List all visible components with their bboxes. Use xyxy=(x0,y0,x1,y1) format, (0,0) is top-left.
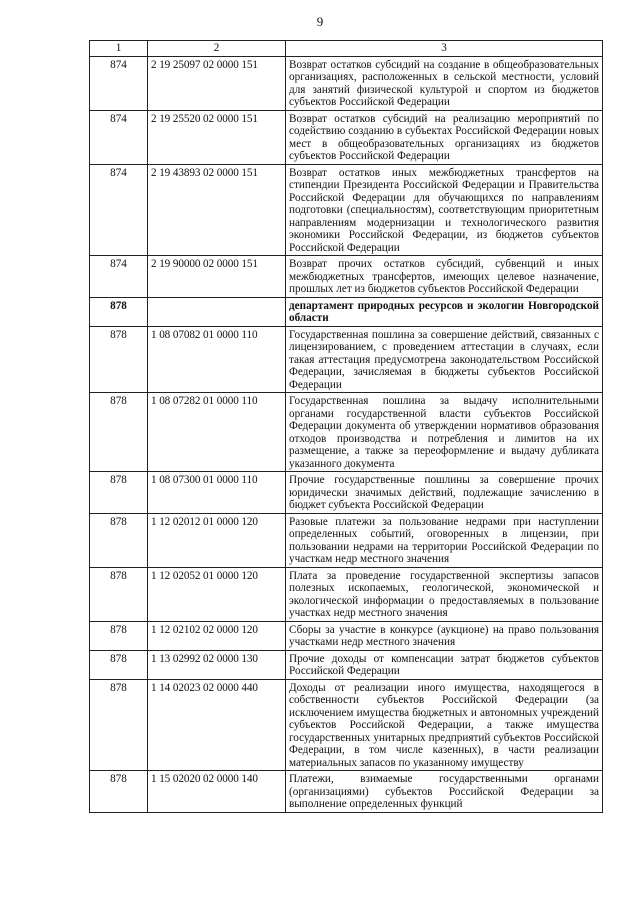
table-row xyxy=(90,567,603,621)
admin-code-cell: 878 xyxy=(90,621,148,650)
table-row xyxy=(90,110,603,164)
table-row xyxy=(90,650,603,679)
budget-code-cell xyxy=(148,297,286,326)
revenue-name-cell: Прочие доходы от компенсации затрат бюджетов субъектов Российской Федерации xyxy=(286,650,603,679)
table-row xyxy=(90,56,603,110)
table-body xyxy=(90,56,603,812)
budget-code-cell: 2 19 43893 02 0000 151 xyxy=(148,164,286,256)
table-row xyxy=(90,326,603,393)
revenue-name-cell: Плата за проведение государственной экспертизы запасов полезных ископаемых, геологической, экономической и экологической информации о предоставляемых в пользование участках недр местного значения xyxy=(286,567,603,621)
table-row xyxy=(90,771,603,813)
budget-code-cell: 2 19 25520 02 0000 151 xyxy=(148,110,286,164)
revenue-name-cell: Прочие государственные пошлины за совершение прочих юридически значимых действий, подлежащие зачислению в бюджет субъекта Российской Федерации xyxy=(286,472,603,514)
admin-code-cell: 878 xyxy=(90,679,148,771)
revenue-name-cell: Возврат остатков иных межбюджетных трансфертов на стипендии Президента Российской Федерации и Правительства Российской Федерации для обучающихся по направлениям подготовки (специальностям), соответствующим приоритетным направлениям модернизации и технологического развития экономики Российской Федерации, из бюджетов субъектов Российской Федерации xyxy=(286,164,603,256)
revenue-classification-table xyxy=(89,40,603,813)
revenue-name-cell: Государственная пошлина за выдачу исполнительными органами государственной власти субъектов Российской Федерации документа об утверждении нормативов образования отходов производства и потребления и лимитов на их размещение, а также за переоформление и выдачу дубликата указанного документа xyxy=(286,393,603,472)
column-header-1: 1 xyxy=(90,41,148,57)
table-header-row xyxy=(90,41,603,57)
revenue-name-cell: Государственная пошлина за совершение действий, связанных с лицензированием, с проведением аттестации в случаях, если такая аттестация предусмотрена законодательством Российской Федерации, зачисляемая в бюджеты субъектов Российской Федерации xyxy=(286,326,603,393)
table-row xyxy=(90,393,603,472)
table-row xyxy=(90,472,603,514)
budget-code-cell: 1 08 07282 01 0000 110 xyxy=(148,393,286,472)
budget-code-cell: 1 12 02012 01 0000 120 xyxy=(148,513,286,567)
revenue-name-cell: Доходы от реализации иного имущества, находящегося в собственности субъектов Российской Федерации (за исключением имущества бюджетных и автономных учреждений субъектов Российской Федерации, а также имущества государственных унитарных предприятий субъектов Российской Федерации, в том числе казенных), в части реализации материальных запасов по указанному имуществу xyxy=(286,679,603,771)
table-row xyxy=(90,679,603,771)
revenue-name-cell: Разовые платежи за пользование недрами при наступлении определенных событий, оговоренных в лицензии, при пользовании недрами на территории Российской Федерации по участкам недр местного значения xyxy=(286,513,603,567)
budget-code-cell: 1 13 02992 02 0000 130 xyxy=(148,650,286,679)
admin-code-cell: 878 xyxy=(90,472,148,514)
admin-code-cell: 874 xyxy=(90,110,148,164)
budget-code-cell: 2 19 90000 02 0000 151 xyxy=(148,256,286,298)
admin-code-cell: 878 xyxy=(90,567,148,621)
budget-code-cell: 1 08 07082 01 0000 110 xyxy=(148,326,286,393)
column-header-3: 3 xyxy=(286,41,603,57)
budget-code-cell: 1 08 07300 01 0000 110 xyxy=(148,472,286,514)
budget-code-cell: 1 15 02020 02 0000 140 xyxy=(148,771,286,813)
admin-code-cell: 878 xyxy=(90,297,148,326)
admin-code-cell: 874 xyxy=(90,256,148,298)
admin-code-cell: 874 xyxy=(90,56,148,110)
budget-code-cell: 1 12 02102 02 0000 120 xyxy=(148,621,286,650)
table-row xyxy=(90,256,603,298)
department-row xyxy=(90,297,603,326)
budget-code-cell: 1 14 02023 02 0000 440 xyxy=(148,679,286,771)
column-header-2: 2 xyxy=(148,41,286,57)
revenue-name-cell: Возврат прочих остатков субсидий, субвенций и иных межбюджетных трансфертов, имеющих целевое назначение, прошлых лет из бюджетов субъектов Российской Федерации xyxy=(286,256,603,298)
table-row xyxy=(90,621,603,650)
admin-code-cell: 878 xyxy=(90,771,148,813)
admin-code-cell: 878 xyxy=(90,650,148,679)
page-number: 9 xyxy=(316,14,324,29)
table-row xyxy=(90,164,603,256)
revenue-name-cell: Возврат остатков субсидий на создание в общеобразовательных организациях, расположенных в сельской местности, условий для занятий физической культурой и спортом из бюджетов субъектов Российской Федерации xyxy=(286,56,603,110)
revenue-name-cell: Возврат остатков субсидий на реализацию мероприятий по содействию созданию в субъектах Российской Федерации новых мест в общеобразовательных организациях из бюджетов субъектов Российской Федерации xyxy=(286,110,603,164)
revenue-name-cell: Сборы за участие в конкурсе (аукционе) на право пользования участками недр местного значения xyxy=(286,621,603,650)
table-row xyxy=(90,513,603,567)
budget-code-cell: 2 19 25097 02 0000 151 xyxy=(148,56,286,110)
admin-code-cell: 878 xyxy=(90,393,148,472)
revenue-name-cell: Платежи, взимаемые государственными органами (организациями) субъектов Российской Федерации за выполнение определенных функций xyxy=(286,771,603,813)
admin-code-cell: 878 xyxy=(90,513,148,567)
admin-code-cell: 878 xyxy=(90,326,148,393)
admin-code-cell: 874 xyxy=(90,164,148,256)
budget-code-cell: 1 12 02052 01 0000 120 xyxy=(148,567,286,621)
revenue-name-cell: департамент природных ресурсов и экологии Новгородской области xyxy=(286,297,603,326)
